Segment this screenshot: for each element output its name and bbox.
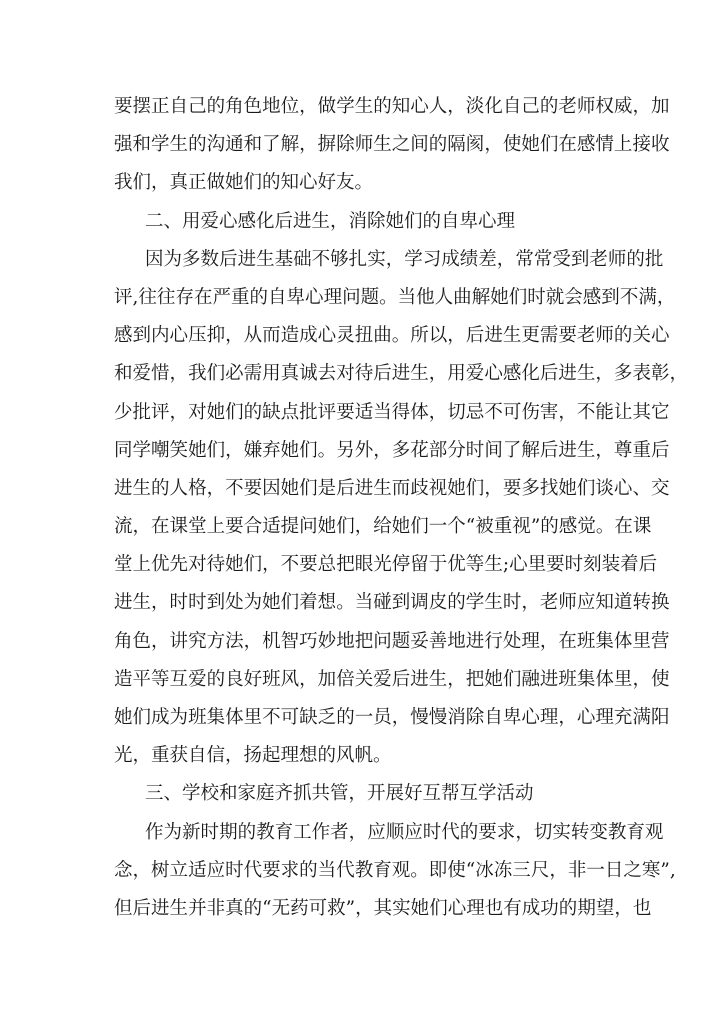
text-line: 进 生 ， 时 时 到 处 为 她 们 着 想 。 当 碰 到 调 皮 的 学 生 时 ， 老 师 应 知 道 转 换 xyxy=(114,592,670,614)
text-line: 堂 上 优 先 对 待 她 们 ， 不 要 总 把 眼 光 停 留 于 优 等 生 ; 心 里 要 时 刻 装 着 后 xyxy=(114,554,658,576)
body-text xyxy=(114,88,688,928)
text-line: 要 摆 正 自 己 的 角 色 地 位 ， 做 学 生 的 知 心 人 ， 淡 化 自 己 的 老 师 权 威 ， 加 xyxy=(114,96,670,117)
text-line: 少 批 评 ， 对 她 们 的 缺 点 批 评 要 适 当 得 体 ， 切 忌 不 可 伤 害 ， 不 能 让 其 它 xyxy=(114,401,670,423)
section-heading: 三、学校和家庭齐抓共管，开展好互帮互学活动 xyxy=(145,783,534,805)
text-line: 强 和 学 生 的 沟 通 和 了 解 ， 摒 除 师 生 之 间 的 隔 阂 ， 使 她 们 在 感 情 上 接 收 xyxy=(114,134,670,156)
text-line: 因 为 多 数 后 进 生 基 础 不 够 扎 实 ， 学 习 成 绩 差 ， 常 常 受 到 老 师 的 批 xyxy=(145,248,664,270)
text-line: 进 生 的 人 格 ， 不 要 因 她 们 是 后 进 生 而 歧 视 她 们 ， 要 多 找 她 们 谈 心 、 交 xyxy=(114,477,670,499)
section-heading: 二、用爱心感化后进生，消除她们的自卑心理 xyxy=(145,210,516,232)
text-line: 作 为 新 时 期 的 教 育 工 作 者 ， 应 顺 应 时 代 的 要 求 ， 切 实 转 变 教 育 观 xyxy=(145,821,664,843)
text-line: 造 平 等 互 爱 的 良 好 班 风 ， 加 倍 关 爱 后 进 生 ， 把 她 们 融 进 班 集 体 里 ， 使 xyxy=(114,668,670,690)
text-line: 但 后 进 生 并 非 真 的 “ 无 药 可 救 ” ， 其 实 她 们 心 理 也 有 成 功 的 期 望 ， 也 xyxy=(114,897,652,919)
text-line: 我们，真正做她们的知心好友。 xyxy=(114,172,374,194)
text-line: 和 爱 惜 ， 我 们 必 需 用 真 诚 去 对 待 后 进 生 ， 用 爱 心 感 化 后 进 生 ， 多 表 彰 ， xyxy=(114,363,688,385)
text-line: 角 色 ， 讲 究 方 法 ， 机 智 巧 妙 地 把 问 题 妥 善 地 进 行 处 理 ， 在 班 集 体 里 营 xyxy=(114,630,670,652)
text-line: 光，重获自信，扬起理想的风帆。 xyxy=(114,745,392,767)
text-line: 她 们 成 为 班 集 体 里 不 可 缺 乏 的 一 员 ， 慢 慢 消 除 自 卑 心 理 ， 心 理 充 满 阳 xyxy=(114,707,670,728)
text-line: 念 ， 树 立 适 应 时 代 要 求 的 当 代 教 育 观 。 即 使 “ 冰 冻 三 尺 ， 非 一 日 之 寒 ” , xyxy=(114,859,676,881)
text-line: 评 , 往 往 存 在 严 重 的 自 卑 心 理 问 题 。 当 他 人 曲 解 她 们 时 就 会 感 到 不 满 ， xyxy=(114,286,676,308)
text-line: 感 到 内 心 压 抑 ， 从 而 造 成 心 灵 扭 曲 。 所 以 ， 后 进 生 更 需 要 老 师 的 关 心 xyxy=(114,325,670,347)
text-line: 同 学 嘲 笑 她 们 ， 嫌 弃 她 们 。 另 外 ， 多 花 部 分 时 间 了 解 后 进 生 ， 尊 重 后 xyxy=(114,439,670,461)
text-line: 流 ， 在 课 堂 上 要 合 适 提 问 她 们 ， 给 她 们 一 个 “ 被 重 视 ” 的 感 觉 。 在 课 xyxy=(114,516,652,538)
